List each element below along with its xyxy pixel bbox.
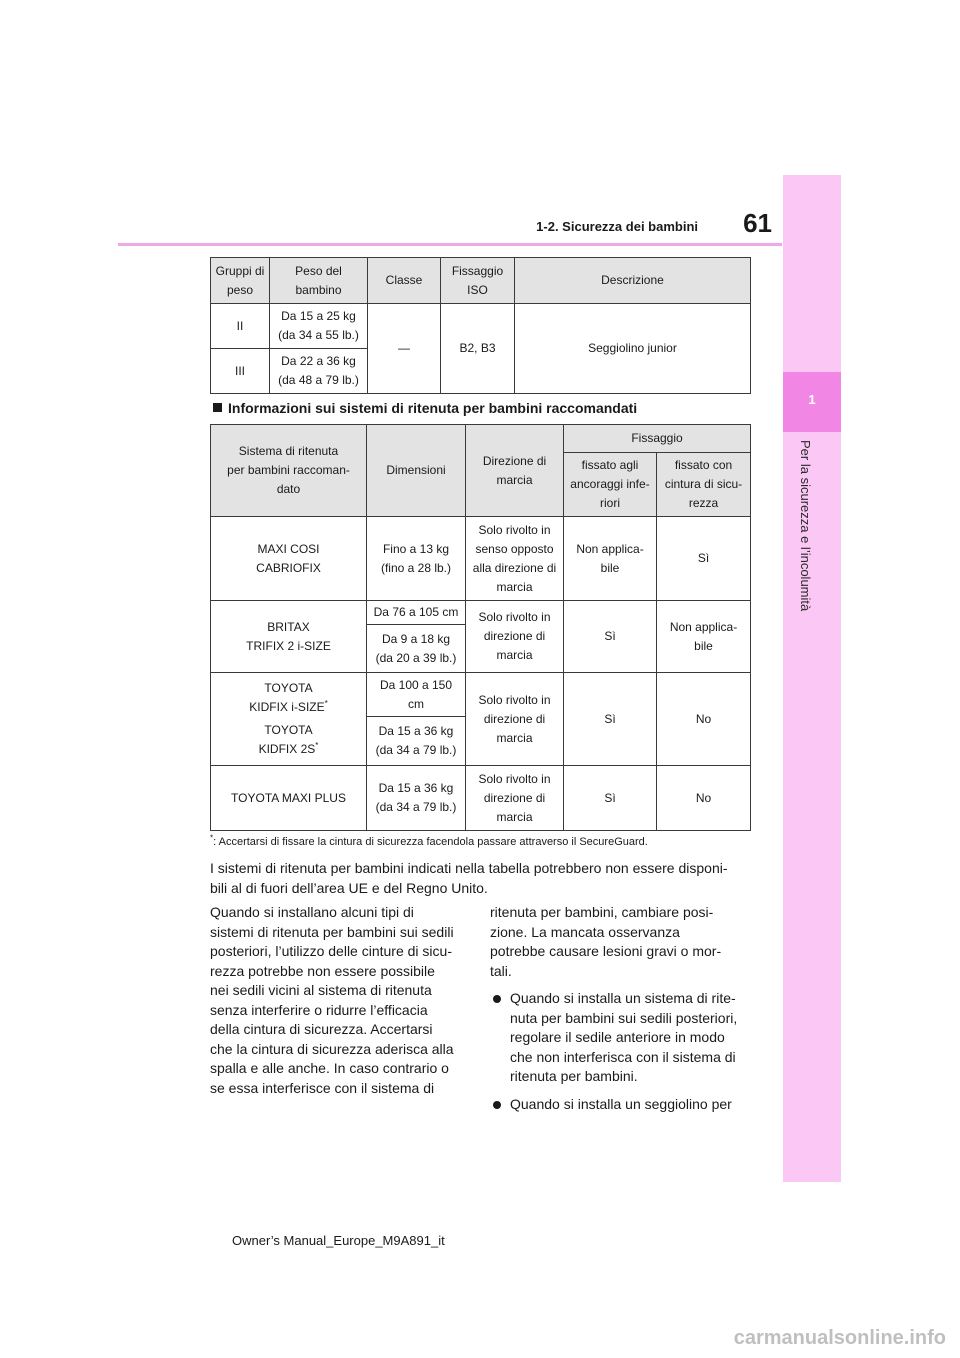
dimension-cell: Da 9 a 18 kg (da 20 a 39 lb.) — [367, 625, 466, 673]
anchors-cell: Non applica- bile — [564, 517, 657, 601]
direction-cell: Solo rivolto in direzione di marcia — [466, 766, 564, 831]
direction-cell: Solo rivolto in senso opposto alla direzione di marcia — [466, 517, 564, 601]
page-number: 61 — [743, 208, 772, 238]
dimension-cell: Fino a 13 kg (fino a 28 lb.) — [367, 517, 466, 601]
weight-cell: Da 15 a 25 kg (da 34 a 55 lb.) — [270, 304, 368, 349]
iso-fixing-cell: B2, B3 — [441, 304, 515, 394]
system-name-b: TOYOTA KIDFIX 2S — [258, 723, 316, 756]
header-child-weight: Peso del bambino — [270, 258, 368, 304]
system-name-a: TOYOTA KIDFIX i-SIZE — [249, 681, 325, 714]
list-item-text: Quando si installa un seggiolino per — [510, 1095, 732, 1112]
dimension-cell: Da 15 a 36 kg (da 34 a 79 lb.) — [367, 717, 466, 766]
list-item-text: Quando si installa un sistema di rite- nuta per bambini sui sedili posteriori, regolare il sedile anteriore in modo che non interferisca con il sistema di ritenuta per bambini. — [510, 990, 738, 1084]
manual-identifier: Owner’s Manual_Europe_M9A891_it — [232, 1233, 445, 1248]
table-row — [211, 517, 751, 601]
header-class: Classe — [368, 258, 441, 304]
header-description: Descrizione — [515, 258, 751, 304]
recommended-restraints-table — [210, 424, 751, 831]
dimension-cell: Da 15 a 36 kg (da 34 a 79 lb.) — [367, 766, 466, 831]
header-divider — [118, 243, 782, 246]
system-cell: TOYOTA MAXI PLUS — [211, 766, 367, 831]
subheading-text: Informazioni sui sistemi di ritenuta per bambini raccomandati — [228, 400, 638, 416]
system-cell: MAXI COSI CABRIOFIX — [211, 517, 367, 601]
header-fixing-anchors: fissato agli ancoraggi infe- riori — [564, 453, 657, 517]
system-cell — [211, 673, 367, 766]
direction-cell: Solo rivolto in direzione di marcia — [466, 601, 564, 673]
bullet-icon — [493, 995, 501, 1003]
anchors-cell: Sì — [564, 673, 657, 766]
footnote-mark: * — [315, 741, 319, 750]
description-cell: Seggiolino junior — [515, 304, 751, 394]
footnote-mark: * — [210, 833, 214, 843]
chapter-title: Per la sicurezza e l’incolumità — [798, 440, 813, 612]
footnote-mark: * — [324, 699, 328, 708]
weight-cell: Da 22 a 36 kg (da 48 a 79 lb.) — [270, 349, 368, 394]
header-iso-fixing: Fissaggio ISO — [441, 258, 515, 304]
body-text-continuation: ritenuta per bambini, cambiare posi- zione. La mancata osservanza potrebbe causare lesioni gravi o mor- tali. — [490, 904, 722, 979]
header-system: Sistema di ritenuta per bambini raccoman- dato — [211, 425, 367, 517]
anchors-cell: Sì — [564, 601, 657, 673]
chapter-number: 1 — [808, 392, 816, 407]
square-bullet-icon — [213, 403, 222, 412]
watermark: carmanualsonline.info — [733, 1327, 946, 1349]
weight-group-table — [210, 257, 751, 394]
table-row — [211, 304, 751, 349]
chapter-number-box — [783, 372, 841, 432]
belt-cell: Sì — [657, 517, 751, 601]
list-item — [490, 989, 756, 1087]
body-text-left: Quando si installano alcuni tipi di sistemi di ritenuta per bambini sui sedili posteriori, l’utilizzo delle cinture di sicu- rezza potrebbe non essere possibile nei sedili vicini al sistema di ritenuta senza interferire o ridurre l’efficacia della cintura di sicurezza. Accertarsi che la cintura di sicurezza aderisca alla spalla e alle anche. In caso contrario o se essa interferisce con il sistema di — [210, 904, 454, 1096]
header-dimensions: Dimensioni — [367, 425, 466, 517]
class-cell: — — [368, 304, 441, 394]
dimension-cell: Da 100 a 150 cm — [367, 673, 466, 717]
availability-note: I sistemi di ritenuta per bambini indicati nella tabella potrebbero non essere disponi- bili al di fuori dell’area UE e del Regno Unito. — [210, 860, 728, 896]
group-cell: III — [211, 349, 270, 394]
belt-cell: No — [657, 673, 751, 766]
chapter-side-tab — [783, 175, 841, 1182]
table-row — [211, 601, 751, 625]
table-footnote — [210, 833, 770, 848]
anchors-cell: Sì — [564, 766, 657, 831]
bullet-icon — [493, 1101, 501, 1109]
body-text-right — [490, 903, 756, 1122]
bullet-list — [490, 989, 756, 1114]
belt-cell: No — [657, 766, 751, 831]
section-subheading — [213, 400, 637, 416]
header-weight-group: Gruppi di peso — [211, 258, 270, 304]
table-row — [211, 673, 751, 717]
footnote-text: : Accertarsi di fissare la cintura di sicurezza facendola passare attraverso il SecureGuard. — [213, 836, 648, 848]
dimension-cell: Da 76 a 105 cm — [367, 601, 466, 625]
belt-cell: Non applica- bile — [657, 601, 751, 673]
header-direction: Direzione di marcia — [466, 425, 564, 517]
direction-cell: Solo rivolto in direzione di marcia — [466, 673, 564, 766]
list-item — [490, 1095, 756, 1115]
group-cell: II — [211, 304, 270, 349]
table-row — [211, 766, 751, 831]
system-cell: BRITAX TRIFIX 2 i-SIZE — [211, 601, 367, 673]
section-title: 1-2. Sicurezza dei bambini — [536, 219, 698, 234]
header-fixing: Fissaggio — [564, 425, 751, 453]
header-fixing-belt: fissato con cintura di sicu- rezza — [657, 453, 751, 517]
